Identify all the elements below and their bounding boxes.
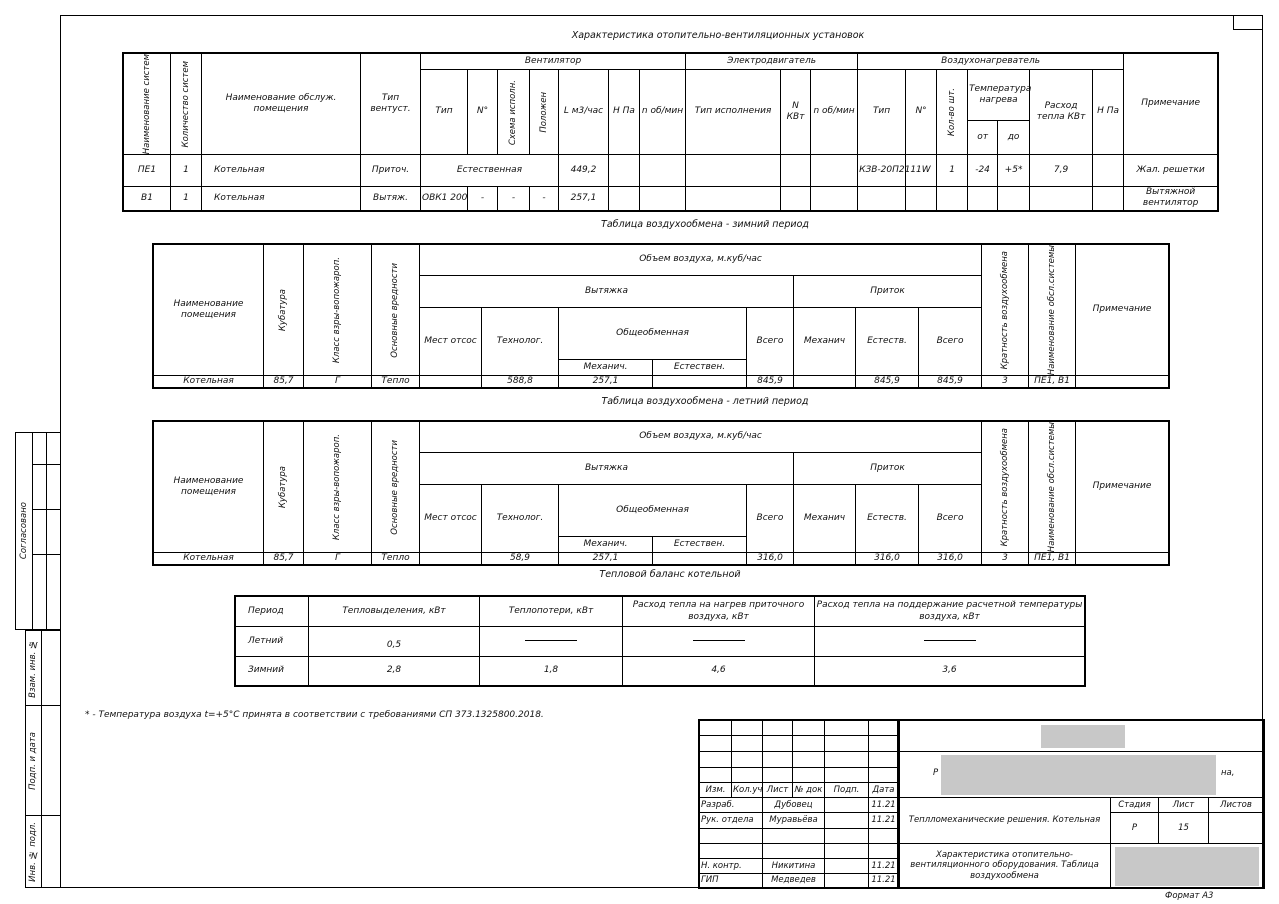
project-name-suffix: на, (1221, 768, 1235, 778)
cell-count: 1 (171, 187, 202, 211)
sheets-value (1209, 813, 1264, 844)
header-total: Всего (747, 485, 794, 553)
cell-system: В1 (124, 187, 171, 211)
header-temp-to: до (998, 121, 1030, 155)
cell-rate: 3 (982, 376, 1029, 388)
header-fan-scheme: Схема исполн. (508, 79, 519, 145)
header-tech: Технолог. (482, 485, 559, 553)
header-hazard-class: Класс взры-вопожароп. (332, 434, 343, 541)
header-heater-type: Тип (858, 70, 906, 155)
header-exhaust: Вытяжка (420, 276, 794, 308)
header-general: Общеобменная (559, 308, 747, 360)
sheets-label: Листов (1209, 798, 1264, 813)
signer-role: Рук. отдела (700, 813, 763, 829)
signer-name: Муравьёва (763, 813, 825, 829)
cell-heater-type: КЗВ-20П2111W (858, 155, 906, 187)
cell-fan-no: - (468, 187, 498, 211)
cell-heater-qty: 1 (937, 155, 968, 187)
col-doc-no: № док (793, 783, 825, 798)
format-label: Формат А3 (1165, 891, 1214, 901)
header-room-name: Наименование помещения (154, 245, 264, 376)
redacted-project-name (941, 755, 1216, 795)
header-main-hazards: Основные вредности (390, 439, 401, 535)
header-volume: Кубатура (278, 466, 289, 509)
side-stamp-agreed (15, 432, 61, 630)
sign-date-label: Подп. и дата (28, 731, 39, 790)
header-rate: Кратность воздухообмена (999, 427, 1010, 547)
header-period: Период (236, 597, 309, 627)
header-local: Мест отсос (420, 308, 482, 376)
agreed-label: Согласовано (18, 502, 29, 560)
header-system-count: Количество систем (180, 60, 191, 148)
table-row (124, 155, 1218, 187)
cell-note (1076, 376, 1169, 388)
header-mech: Механич. (559, 537, 653, 553)
cell-local (420, 553, 482, 565)
header-heater: Воздухонагреватель (858, 54, 1124, 70)
header-supply-total: Всего (919, 308, 982, 376)
cell-fan-type: ОВК1 200 (421, 187, 468, 211)
header-fan-no: N° (468, 70, 498, 155)
signer-role: Разраб. (700, 798, 763, 813)
cell-supply-mech (794, 553, 856, 565)
heat-balance-title: Тепловой баланс котельной (599, 569, 741, 580)
cell-mech: 257,1 (559, 553, 653, 565)
header-system-name: Наименование обсл.системы (1046, 422, 1057, 553)
header-system-name: Наименование обсл.системы (1046, 245, 1057, 376)
side-stamp-inventory (25, 630, 61, 888)
cell-loss-dash (480, 627, 623, 657)
cell-room: Котельная (202, 155, 361, 187)
cell-note: Жал. решетки (1124, 155, 1218, 187)
table-row (154, 553, 1169, 565)
cell-loss: 1,8 (480, 657, 623, 686)
signer-row (700, 874, 899, 888)
cell-mech: 257,1 (559, 376, 653, 388)
footnote: * - Температура воздуха t=+5°С принята в соответствии с требованиями СП 373.1325800.2018. (85, 710, 544, 720)
header-maintain-heat: Расход тепла на поддержание расчетной температуры воздуха, кВт (815, 597, 1085, 627)
cell-fan-scheme: - (498, 187, 530, 211)
table-row (124, 187, 1218, 211)
winter-title: Таблица воздухообмена - зимний период (601, 219, 809, 230)
header-tech: Технолог. (482, 308, 559, 376)
signer-date: 11.21 (869, 813, 899, 829)
cell-supply-nat: 316,0 (856, 553, 919, 565)
cell-unit-type: Приточ. (361, 155, 421, 187)
header-hazard-class: Класс взры-вопожароп. (332, 257, 343, 364)
header-fan-pressure: H Па (609, 70, 640, 155)
header-rate: Кратность воздухообмена (999, 250, 1010, 370)
cell-volume: 85,7 (264, 553, 304, 565)
header-room-name: Наименование помещения (154, 422, 264, 553)
header-heater-no: N° (906, 70, 937, 155)
cell-fan-natural: Естественная (421, 155, 559, 187)
header-heater-qty: Кол-во шт. (946, 88, 957, 137)
header-air-volume: Объем воздуха, м.куб/час (420, 245, 982, 276)
cell-maintain-heat: 3,6 (815, 657, 1085, 686)
header-natural: Естествен. (653, 360, 747, 376)
signer-date: 11.21 (869, 859, 899, 874)
header-heater-pressure: H Па (1093, 70, 1124, 155)
cell-flow: 449,2 (559, 155, 609, 187)
corner-box (1233, 15, 1263, 30)
signer-row (700, 798, 899, 813)
project-name-prefix: Р (933, 768, 939, 778)
cell-local (420, 376, 482, 388)
header-supply-mech: Механич (794, 308, 856, 376)
cell-tech: 588,8 (482, 376, 559, 388)
col-kol-uch: Кол.уч (732, 783, 763, 798)
header-fan-position: Положен (538, 91, 549, 133)
header-fan-speed: n об/мин (640, 70, 686, 155)
header-fan-flow: L м3/час (559, 70, 609, 155)
ventilation-units-table (123, 53, 1218, 211)
header-note: Примечание (1124, 54, 1218, 155)
cell-supply-mech (794, 376, 856, 388)
header-supply-mech: Механич (794, 485, 856, 553)
header-heat-consumption: Расход тепла КВт (1030, 70, 1093, 155)
cell-hazard: Тепло (372, 376, 420, 388)
cell-heat: 7,9 (1030, 155, 1093, 187)
col-izm: Изм. (700, 783, 732, 798)
winter-air-exchange-table (153, 244, 1169, 388)
table-row (154, 376, 1169, 388)
header-supply-nat: Естеств. (856, 485, 919, 553)
cell-supply-heat-dash (623, 627, 815, 657)
header-note: Примечание (1076, 422, 1169, 553)
cell-temp-from: -24 (968, 155, 998, 187)
header-system-name: Наименование систем (141, 54, 152, 155)
header-heat-gain: Тепловыделения, кВт (309, 597, 480, 627)
header-main-hazards: Основные вредности (390, 262, 401, 358)
cell-systems: ПЕ1, В1 (1029, 376, 1076, 388)
col-date: Дата (869, 783, 899, 798)
header-local: Мест отсос (420, 485, 482, 553)
cell-gain: 0,5 (309, 627, 480, 657)
header-motor-type: Тип исполнения (686, 70, 781, 155)
header-supply-nat: Естеств. (856, 308, 919, 376)
header-supply-heat: Расход тепла на нагрев приточного воздуха, кВт (623, 597, 815, 627)
stage-label: Стадия (1111, 798, 1159, 813)
signer-role: Н. контр. (700, 859, 763, 874)
cell-supply-heat: 4,6 (623, 657, 815, 686)
header-temp-from: от (968, 121, 998, 155)
redacted-org (1115, 847, 1259, 886)
cell-total: 845,9 (747, 376, 794, 388)
inv-orig-label: Инв. № подл. (28, 821, 39, 882)
header-exhaust: Вытяжка (420, 453, 794, 485)
cell-unit-type: Вытяж. (361, 187, 421, 211)
cell-room: Котельная (154, 376, 264, 388)
cell-volume: 85,7 (264, 376, 304, 388)
cell-period: Зимний (236, 657, 309, 686)
cell-fan-position: - (530, 187, 559, 211)
cell-natural (653, 376, 747, 388)
cell-maintain-heat-dash (815, 627, 1085, 657)
cell-systems: ПЕ1, В1 (1029, 553, 1076, 565)
cell-system: ПЕ1 (124, 155, 171, 187)
header-room-name: Наименование обслуж. помещения (202, 54, 361, 155)
cell-supply-total: 845,9 (919, 376, 982, 388)
cell-note (1076, 553, 1169, 565)
header-supply: Приток (794, 276, 982, 308)
cell-natural (653, 553, 747, 565)
cell-period: Летний (236, 627, 309, 657)
signer-name: Медведев (763, 874, 825, 888)
cell-tech: 58,9 (482, 553, 559, 565)
header-volume: Кубатура (278, 289, 289, 332)
signer-name: Дубовец (763, 798, 825, 813)
header-fan-type: Тип (421, 70, 468, 155)
header-motor-power: N КВт (781, 70, 811, 155)
summer-air-exchange-table (153, 421, 1169, 565)
sheet-label: Лист (1159, 798, 1209, 813)
header-mech: Механич. (559, 360, 653, 376)
header-heat-loss: Теплопотери, кВт (480, 597, 623, 627)
cell-hazard: Тепло (372, 553, 420, 565)
table-row (236, 657, 1085, 686)
signer-date: 11.21 (869, 798, 899, 813)
cell-rate: 3 (982, 553, 1029, 565)
signer-role: ГИП (700, 874, 763, 888)
replace-inv-label: Взам. инв. № (28, 638, 39, 698)
cell-class: Г (304, 553, 372, 565)
section-title: Теплломеханические решения. Котельная (899, 798, 1111, 844)
header-note: Примечание (1076, 245, 1169, 376)
header-motor: Электродвигатель (686, 54, 858, 70)
cell-supply-total: 316,0 (919, 553, 982, 565)
ventilation-units-title: Характеристика отопительно-вентиляционных установок (571, 30, 865, 41)
redacted-code (1041, 725, 1125, 748)
cell-class: Г (304, 376, 372, 388)
cell-room: Котельная (202, 187, 361, 211)
drawing-title: Характеристика отопительно-вентиляционного оборудования. Таблица воздухообмена (899, 844, 1111, 888)
cell-count: 1 (171, 155, 202, 187)
cell-flow: 257,1 (559, 187, 609, 211)
col-list: Лист (763, 783, 793, 798)
table-row (236, 627, 1085, 657)
header-natural: Естествен. (653, 537, 747, 553)
title-block-right (898, 720, 1264, 888)
cell-gain: 2,8 (309, 657, 480, 686)
signer-date: 11.21 (869, 874, 899, 888)
header-heat-temp: Температура нагрева (968, 70, 1030, 121)
cell-supply-nat: 845,9 (856, 376, 919, 388)
col-sign: Подп. (825, 783, 869, 798)
header-total: Всего (747, 308, 794, 376)
sheet-value: 15 (1159, 813, 1209, 844)
title-block-left (699, 720, 899, 888)
summer-title: Таблица воздухообмена - летний период (601, 396, 809, 407)
signer-row (700, 813, 899, 829)
cell-note: Вытяжной вентилятор (1124, 187, 1218, 211)
header-unit-type: Тип вентуст. (361, 54, 421, 155)
header-general: Общеобменная (559, 485, 747, 537)
header-fan: Вентилятор (421, 54, 686, 70)
stage-value: Р (1111, 813, 1159, 844)
cell-room: Котельная (154, 553, 264, 565)
signer-name: Никитина (763, 859, 825, 874)
header-air-volume: Объем воздуха, м.куб/час (420, 422, 982, 453)
cell-temp-to: +5* (998, 155, 1030, 187)
header-motor-speed: n об/мин (811, 70, 858, 155)
header-supply-total: Всего (919, 485, 982, 553)
header-supply: Приток (794, 453, 982, 485)
heat-balance-table (235, 596, 1085, 686)
signer-row (700, 859, 899, 874)
cell-total: 316,0 (747, 553, 794, 565)
